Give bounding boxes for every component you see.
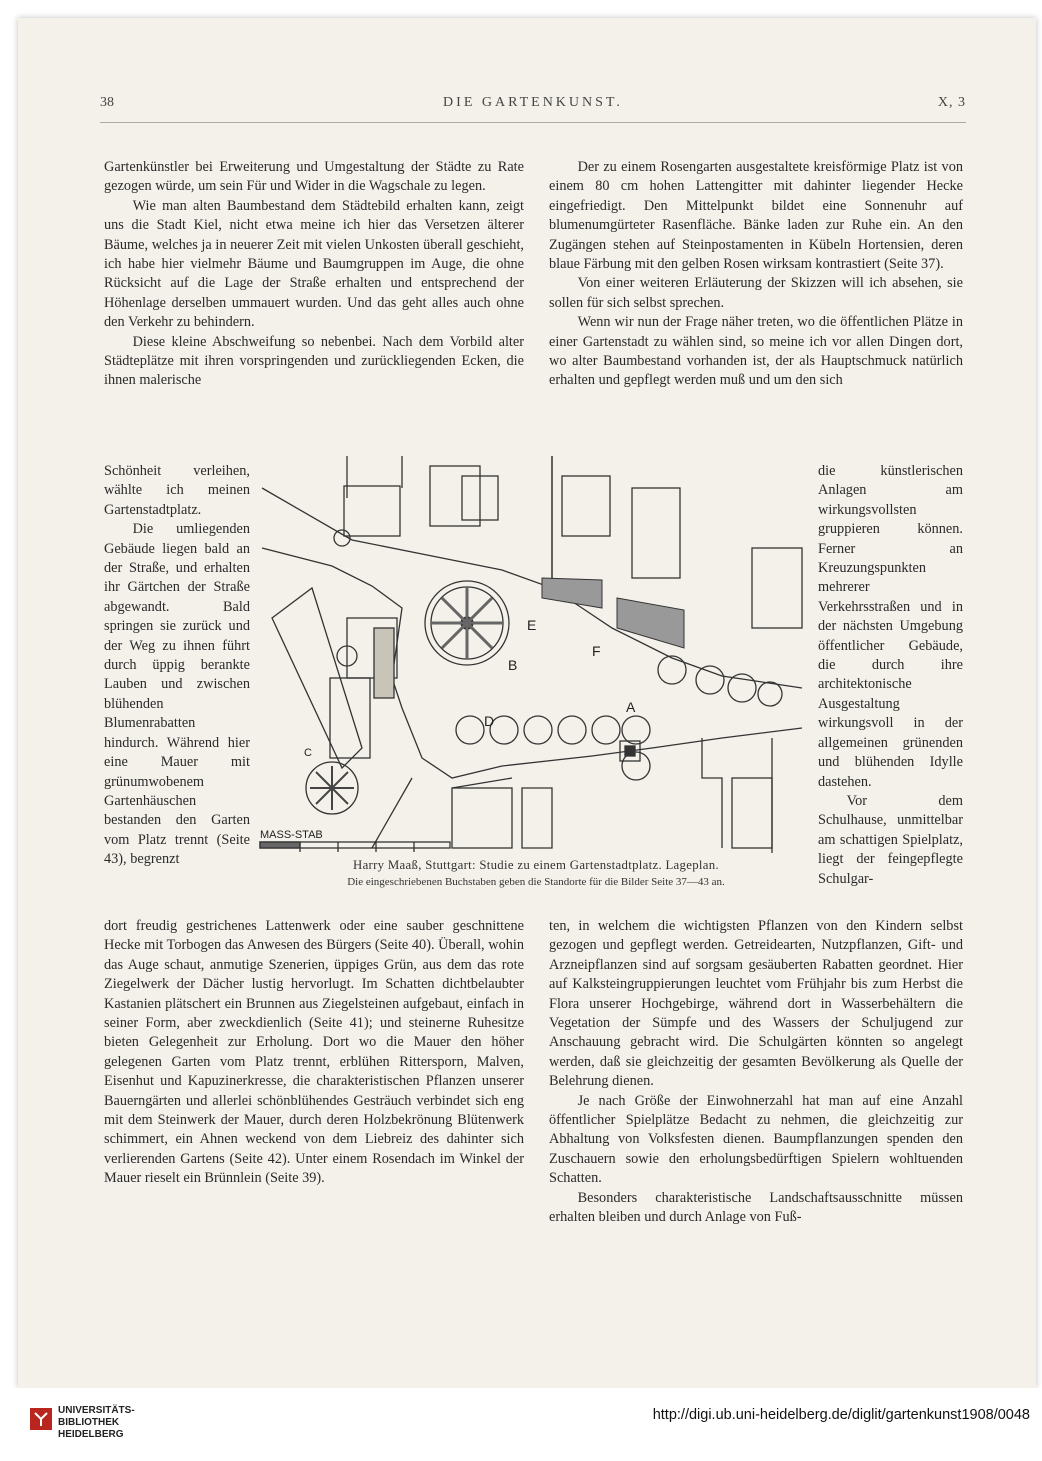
streets	[262, 456, 802, 853]
caption-title: Harry Maaß, Stuttgart: Studie zu einem Gartenstadtplatz. Lageplan.	[353, 858, 719, 872]
paragraph: Je nach Größe der Einwohnerzahl hat man auf eine Anzahl öffentlicher Spielplätze Bedacht zu nehmen, die gleichzeitig zur Abhaltung von Volksfesten dienen. Baumpflanzungen spenden den Zuschauern sowie den erholungsbedürftigen Spielern wohltuenden Schatten.	[549, 1092, 963, 1187]
paragraph: Von einer weiteren Erläuterung der Skizzen will ich absehen, sie sollen für sich selbst sprechen.	[549, 275, 963, 311]
paragraph: Vor dem Schulhause, unmittelbar am schattigen Spielplatz, liegt der feingepflegte Schulgar-	[818, 792, 963, 887]
paragraph: Die umliegenden Gebäude liegen bald an der Straße, und erhalten ihr Gärtchen der Straße abgewandt. Bald springen sie zurück und der Weg zu ihnen führt durch üppig berankte Lauben und zwischen blühenden Blumenrabatten hindurch. Während hier eine Mauer mit grünumwobenem Gartenhäuschen bestanden den Garten vom Platz trennt (Seite 43), begrenzt	[104, 521, 250, 868]
paragraph: Schönheit verleihen, wählte ich meinen Gartenstadtplatz.	[104, 463, 250, 518]
paragraph: Diese kleine Abschweifung so nebenbei. Nach dem Vorbild alter Städteplätze mit ihren vorspringenden und zurückliegenden Ecken, die ihnen malerische	[104, 333, 524, 389]
issue-number: X, 3	[937, 95, 966, 110]
paragraph: ten, in welchem die wichtigsten Pflanzen von den Kindern selbst gezogen und gepflegt werden. Getreidearten, Nutzpflanzen, Gift- und Arzneipflanzen sind auf sorgsam gesäuberten Rabatten geordnet. Hier auf Kalksteingruppierungen leuchtet vom Frühjahr bis zum Herbst die Flora unserer Hochgebirge, während dort in Wasserbehältern die Vegetation der Sümpfe und des Wassers der Schuljugend zur Anschauung gebracht wird. Die Schulgärten könnten so angelegt werden, daß sie gleichzeitig der gesamten Bevölkerung als Quelle der Belehrung dienen.	[549, 918, 963, 1090]
library-logo-icon	[30, 1408, 52, 1430]
paragraph: die künstlerischen Anlagen am wirkungsvollsten gruppieren können. Ferner an Kreuzungspunkten mehrerer Verkehrsstraßen und in der nächsten Umgebung öffentlicher Gebäude, die durch ihre architektonische Ausgestaltung wirkungsvoll in der allgemeinen grünenden und blühenden Idylle dastehen.	[818, 463, 963, 790]
letter-b: B	[508, 657, 518, 673]
scale-label: MASS-STAB	[260, 829, 323, 841]
library-name: UNIVERSITÄTS- BIBLIOTHEK HEIDELBERG	[58, 1405, 135, 1440]
letter-f: F	[592, 643, 601, 659]
left-column-bottom	[104, 917, 524, 1189]
paragraph: Gartenkünstler bei Erweiterung und Umgestaltung der Städte zu Rate gezogen würde, um sein Für und Wider in die Wagschale zu legen.	[104, 159, 524, 195]
rose-garden-circle	[425, 581, 509, 665]
plan-labels	[260, 617, 636, 841]
letter-c: C	[304, 747, 312, 759]
scale-bar	[260, 842, 450, 852]
letter-d: D	[484, 713, 495, 729]
right-column-top	[549, 158, 963, 391]
letter-e: E	[527, 617, 537, 633]
paragraph: Der zu einem Rosengarten ausgestaltete kreisförmige Platz ist von einem 80 cm hohen Lattengitter mit dahinter liegender Hecke eingefriedigt. Den Mittelpunkt bildet eine Sonnenuhr auf blumenumgürteter Rasenfläche. Bänke laden zur Ruhe ein. An den Zugängen stehen auf Steinpostamenten in Kübeln Hortensien, deren blaue Färbung mit den gelben Rosen wirksam kontrastiert (Seite 37).	[549, 159, 963, 273]
garden-beds	[374, 578, 684, 698]
site-plan-figure	[252, 448, 812, 860]
caption-note: Die eingeschriebenen Buchstaben geben die Standorte für die Bilder Seite 37—43 an.	[347, 876, 725, 888]
right-column-wrap	[818, 462, 963, 889]
journal-title: DIE GARTENKUNST.	[443, 95, 623, 110]
left-column-top	[104, 158, 524, 391]
figure-caption	[262, 858, 810, 888]
paragraph: dort freudig gestrichenes Lattenwerk oder eine sauber geschnittene Hecke mit Torbogen das Anwesen des Bürgers (Seite 40). Überall, wohin das Auge schaut, anmutige Szenerien, üppiges Grün, aus dem das rote Ziegelwerk der Dächer lustig hervorlugt. Im Schatten dichtbelaubter Kastanien plätschert ein Brunnen aus Ziegelsteinen aufgebaut, einfach in seiner Form, aber zweckdienlich (Seite 41); und steinerne Ruhesitze bieten Gelegenheit zur Erholung. Dort wo die Mauer den höher gelegenen Garten vom Platz trennt, erblühen Rittersporn, Malven, Eisenhut und Kapuzinerkresse, die charakteristischen Pflanzen unserer Bauerngärten und allerlei schönblühendes Gesträuch verbindet sich eng mit dem Steinwerk der Mauer, durch deren Holzbekrönung Blütenwerk schimmert, ein Ahnen weckend von dem Liebreiz des dahinter sich verlierenden Gartens (Seite 42). Unter einem Rosendach im Winkel der Mauer rieselt ein Brünnlein (Seite 39).	[104, 918, 524, 1187]
header-rule	[100, 122, 966, 123]
trees	[334, 530, 782, 780]
paragraph: Besonders charakteristische Landschaftsausschnitte müssen erhalten bleiben und durch Anlage von Fuß-	[549, 1189, 963, 1226]
paragraph: Wie man alten Baumbestand dem Städtebild erhalten kann, zeigt uns die Stadt Kiel, nicht etwa meine ich hier das Versetzen älterer Bäume, welches ja in neuerer Zeit mit vielen Unkosten überall geschieht, ich habe hier vielmehr Bäume und Baumgruppen im Auge, die ohne Rücksicht auf die Lage der Straße erhalten und entsprechend der Höhenlage derselben ummauert wurden. Und das geht alles auch ohne den Verkehr zu behindern.	[104, 197, 524, 331]
small-circle	[306, 762, 358, 814]
letter-a: A	[626, 699, 636, 715]
running-head	[100, 95, 966, 115]
buildings	[330, 466, 802, 848]
right-column-bottom	[549, 917, 963, 1228]
page-number: 38	[100, 95, 114, 110]
site-plan-drawing	[252, 448, 812, 860]
source-url-link[interactable]: http://digi.ub.uni-heidelberg.de/diglit/gartenkunst1908/0048	[652, 1407, 1030, 1423]
digitization-footer	[0, 1388, 1042, 1461]
paragraph: Wenn wir nun der Frage näher treten, wo die öffentlichen Plätze in einer Gartenstadt zu wählen sind, so meine ich vor allen Dingen dort, wo alter Baumbestand vorhanden ist, der als Hauptschmuck natürlich erhalten und gepflegt werden muß und um den sich	[549, 314, 963, 389]
left-column-wrap	[104, 462, 250, 870]
